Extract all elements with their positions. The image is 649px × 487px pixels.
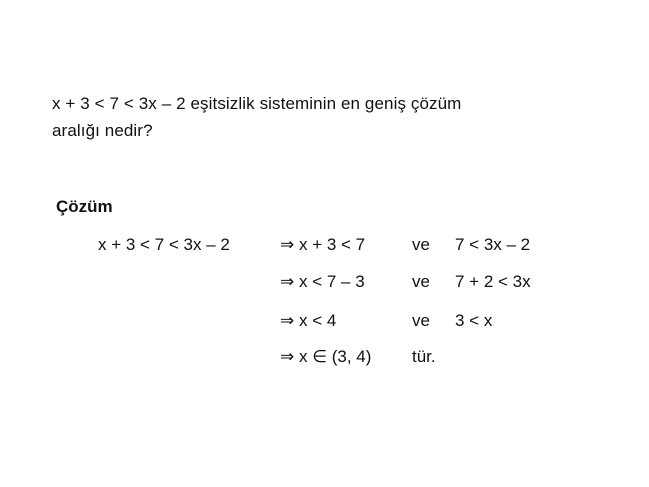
- step-1-lhs: x + 3 < 7 < 3x – 2: [98, 235, 230, 254]
- step-2-implication: ⇒ x < 7 – 3: [280, 272, 365, 291]
- step-4-result: ⇒ x ∈ (3, 4): [280, 347, 372, 366]
- step-1-conjunction: ve: [412, 235, 430, 254]
- step-2-conjunction: ve: [412, 272, 430, 291]
- question-line-2: aralığı nedir?: [52, 121, 153, 140]
- step-2-rhs: 7 + 2 < 3x: [455, 272, 531, 291]
- step-3-rhs: 3 < x: [455, 311, 493, 330]
- step-4-suffix: tür.: [412, 347, 436, 366]
- question-text: [52, 90, 622, 144]
- step-1-rhs: 7 < 3x – 2: [455, 235, 531, 254]
- question-line-1: x + 3 < 7 < 3x – 2 eşitsizlik sisteminin en geniş çözüm: [52, 94, 462, 113]
- step-3-conjunction: ve: [412, 311, 430, 330]
- step-1-implication: ⇒ x + 3 < 7: [280, 235, 366, 254]
- solution-heading: Çözüm: [56, 197, 113, 216]
- step-3-implication: ⇒ x < 4: [280, 311, 337, 330]
